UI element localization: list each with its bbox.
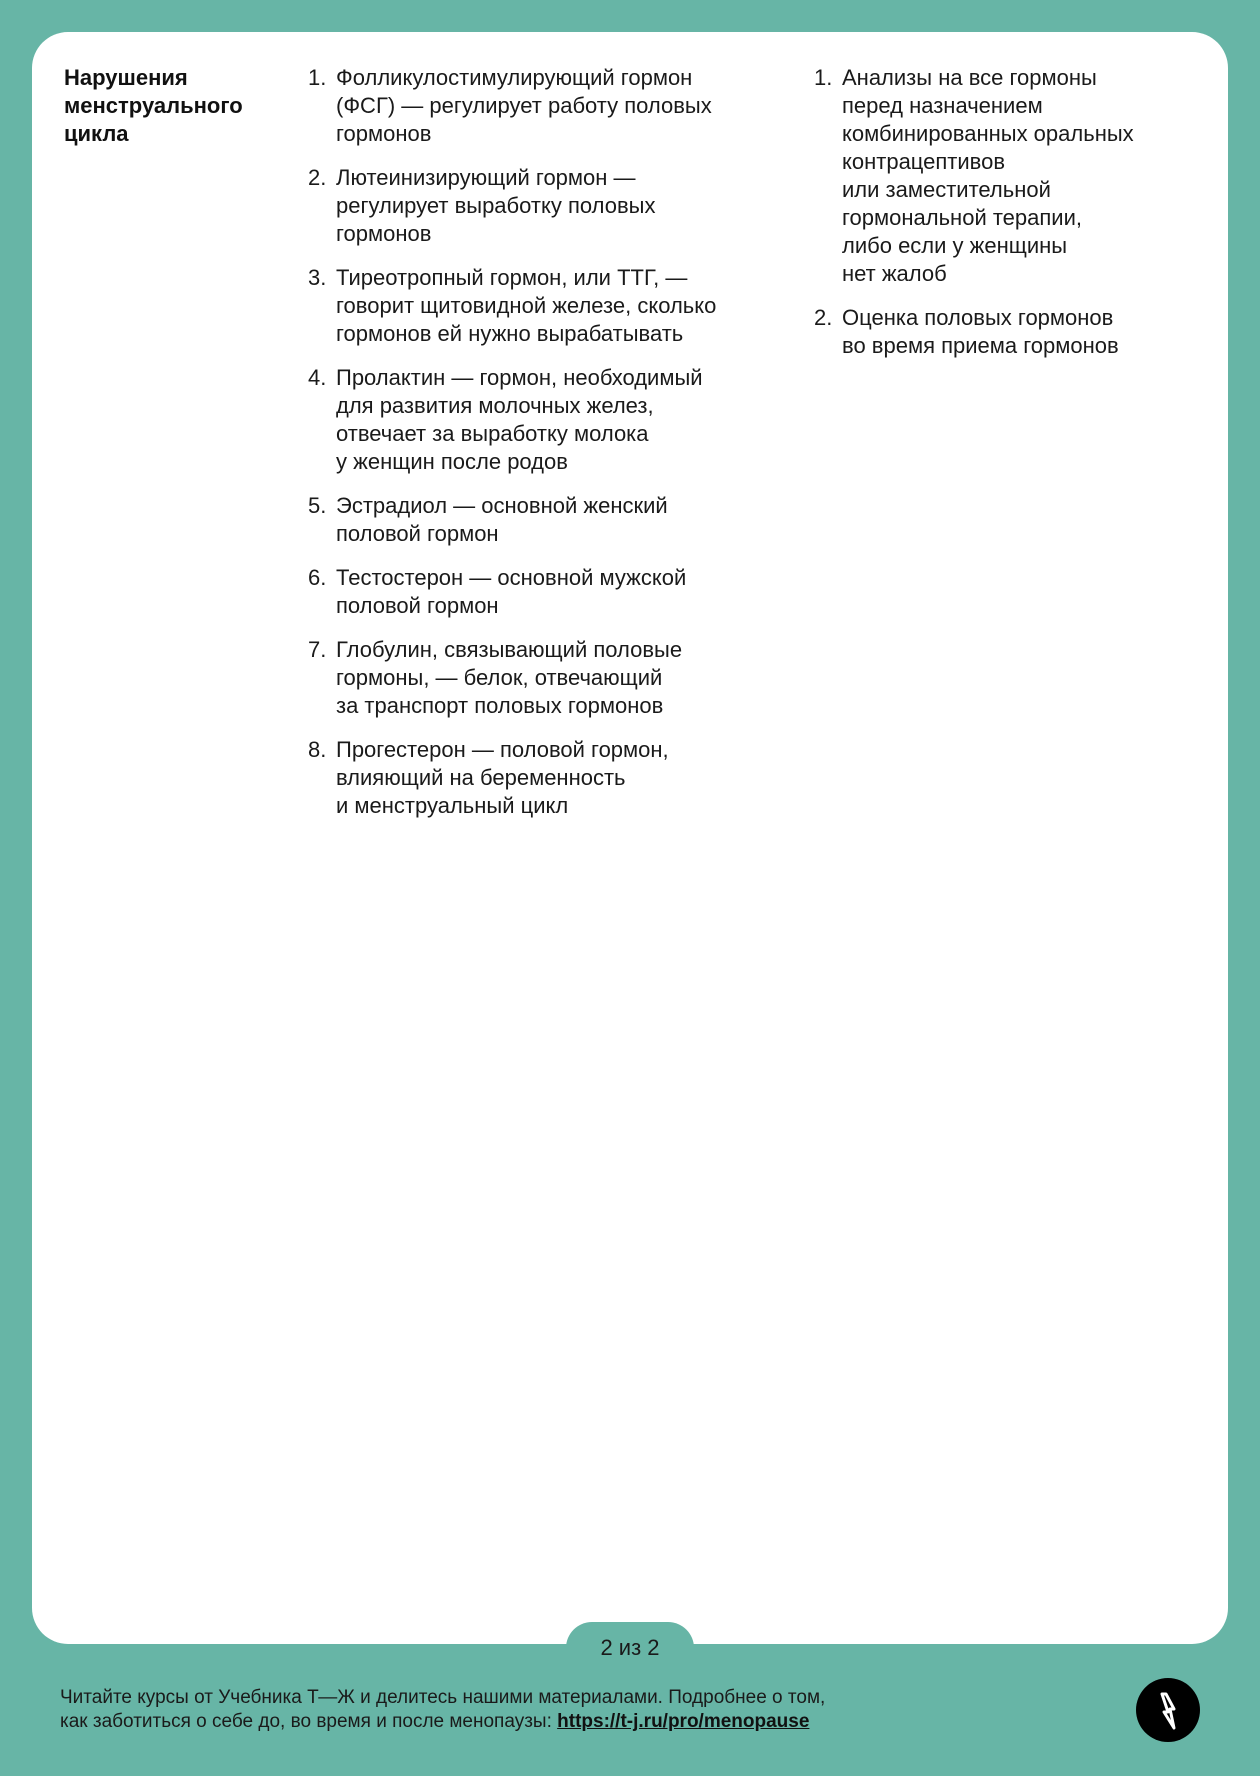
list-item-text: половой гормон [336,521,499,546]
section-title [64,64,264,148]
list-item [308,64,808,148]
footer-line-prefix: как заботиться о себе до, во время и после менопаузы: [60,1711,558,1732]
lightning-bolt-icon[interactable] [1136,1678,1200,1742]
list-item-text: или заместительной [842,177,1051,202]
list-item-text: Лютеинизирующий гормон — [336,165,636,190]
hormones-list [308,64,808,836]
list-item [308,164,808,248]
list-item-text: Тестостерон — основной мужской [336,565,687,590]
list-item [308,364,808,476]
list-item-text: во время приема гормонов [842,333,1119,358]
list-item-text: перед назначением [842,93,1043,118]
list-item-text: комбинированных оральных [842,121,1134,146]
footer-line: Читайте курсы от Учебника Т—Ж и делитесь нашими материалами. Подробнее о том, [60,1687,826,1708]
list-item-text: и менструальный цикл [336,793,569,818]
list-item-number: 1. [814,65,833,90]
list-item-number: 4. [308,365,327,390]
section-title-line: цикла [64,121,129,146]
list-item-text: гормонов [336,221,432,246]
list-item-text: влияющий на беременность [336,765,626,790]
section-title-line: Нарушения [64,65,188,90]
list-item-number: 3. [308,265,327,290]
page-indicator-label: 2 из 2 [600,1635,660,1660]
list-item-text: контрацептивов [842,149,1006,174]
list-item-text: половой гормон [336,593,499,618]
list-item-number: 1. [308,65,327,90]
list-item [308,564,808,620]
list-item-number: 2. [814,305,833,330]
list-item [308,736,808,820]
list-item-text: для развития молочных желез, [336,393,654,418]
footer-line [60,1710,1000,1734]
list-item-text: регулирует выработку половых [336,193,656,218]
list-item-text: Эстрадиол — основной женский [336,493,668,518]
footer-link[interactable]: https://t-j.ru/pro/menopause [557,1711,810,1732]
indications-list [814,64,1224,376]
list-item [814,304,1224,360]
list-item [308,264,808,348]
list-item [814,64,1224,288]
list-item-text: Анализы на все гормоны [842,65,1097,90]
list-item-text: гормонов [336,121,432,146]
section-title-line: менструального [64,93,243,118]
list-item-number: 8. [308,737,327,762]
list-item-text: гормональной терапии, [842,205,1082,230]
list-item-text: Глобулин, связывающий половые [336,637,683,662]
list-item-text: нет жалоб [842,261,947,286]
list-item-text: либо если у женщины [842,233,1068,258]
list-item-text: (ФСГ) — регулирует работу половых [336,93,712,118]
list-item-text: гормоны, — белок, отвечающий [336,665,663,690]
list-item-number: 2. [308,165,327,190]
lightning-bolt-glyph [1136,1678,1200,1742]
list-item-text: гормонов ей нужно вырабатывать [336,321,684,346]
list-item-text: говорит щитовидной железе, сколько [336,293,717,318]
list-item-text: Пролактин — гормон, необходимый [336,365,703,390]
page-indicator [566,1622,694,1674]
list-item-text: отвечает за выработку молока [336,421,649,446]
list-item-text: Прогестерон — половой гормон, [336,737,669,762]
footer-text [60,1686,1000,1734]
list-item-text: Фолликулостимулирующий гормон [336,65,693,90]
content-card [32,32,1228,1644]
list-item-text: Оценка половых гормонов [842,305,1114,330]
list-item [308,492,808,548]
list-item-number: 5. [308,493,327,518]
list-item-text: у женщин после родов [336,449,568,474]
list-item [308,636,808,720]
list-item-number: 7. [308,637,327,662]
list-item-text: Тиреотропный гормон, или ТТГ, — [336,265,688,290]
list-item-number: 6. [308,565,327,590]
list-item-text: за транспорт половых гормонов [336,693,664,718]
